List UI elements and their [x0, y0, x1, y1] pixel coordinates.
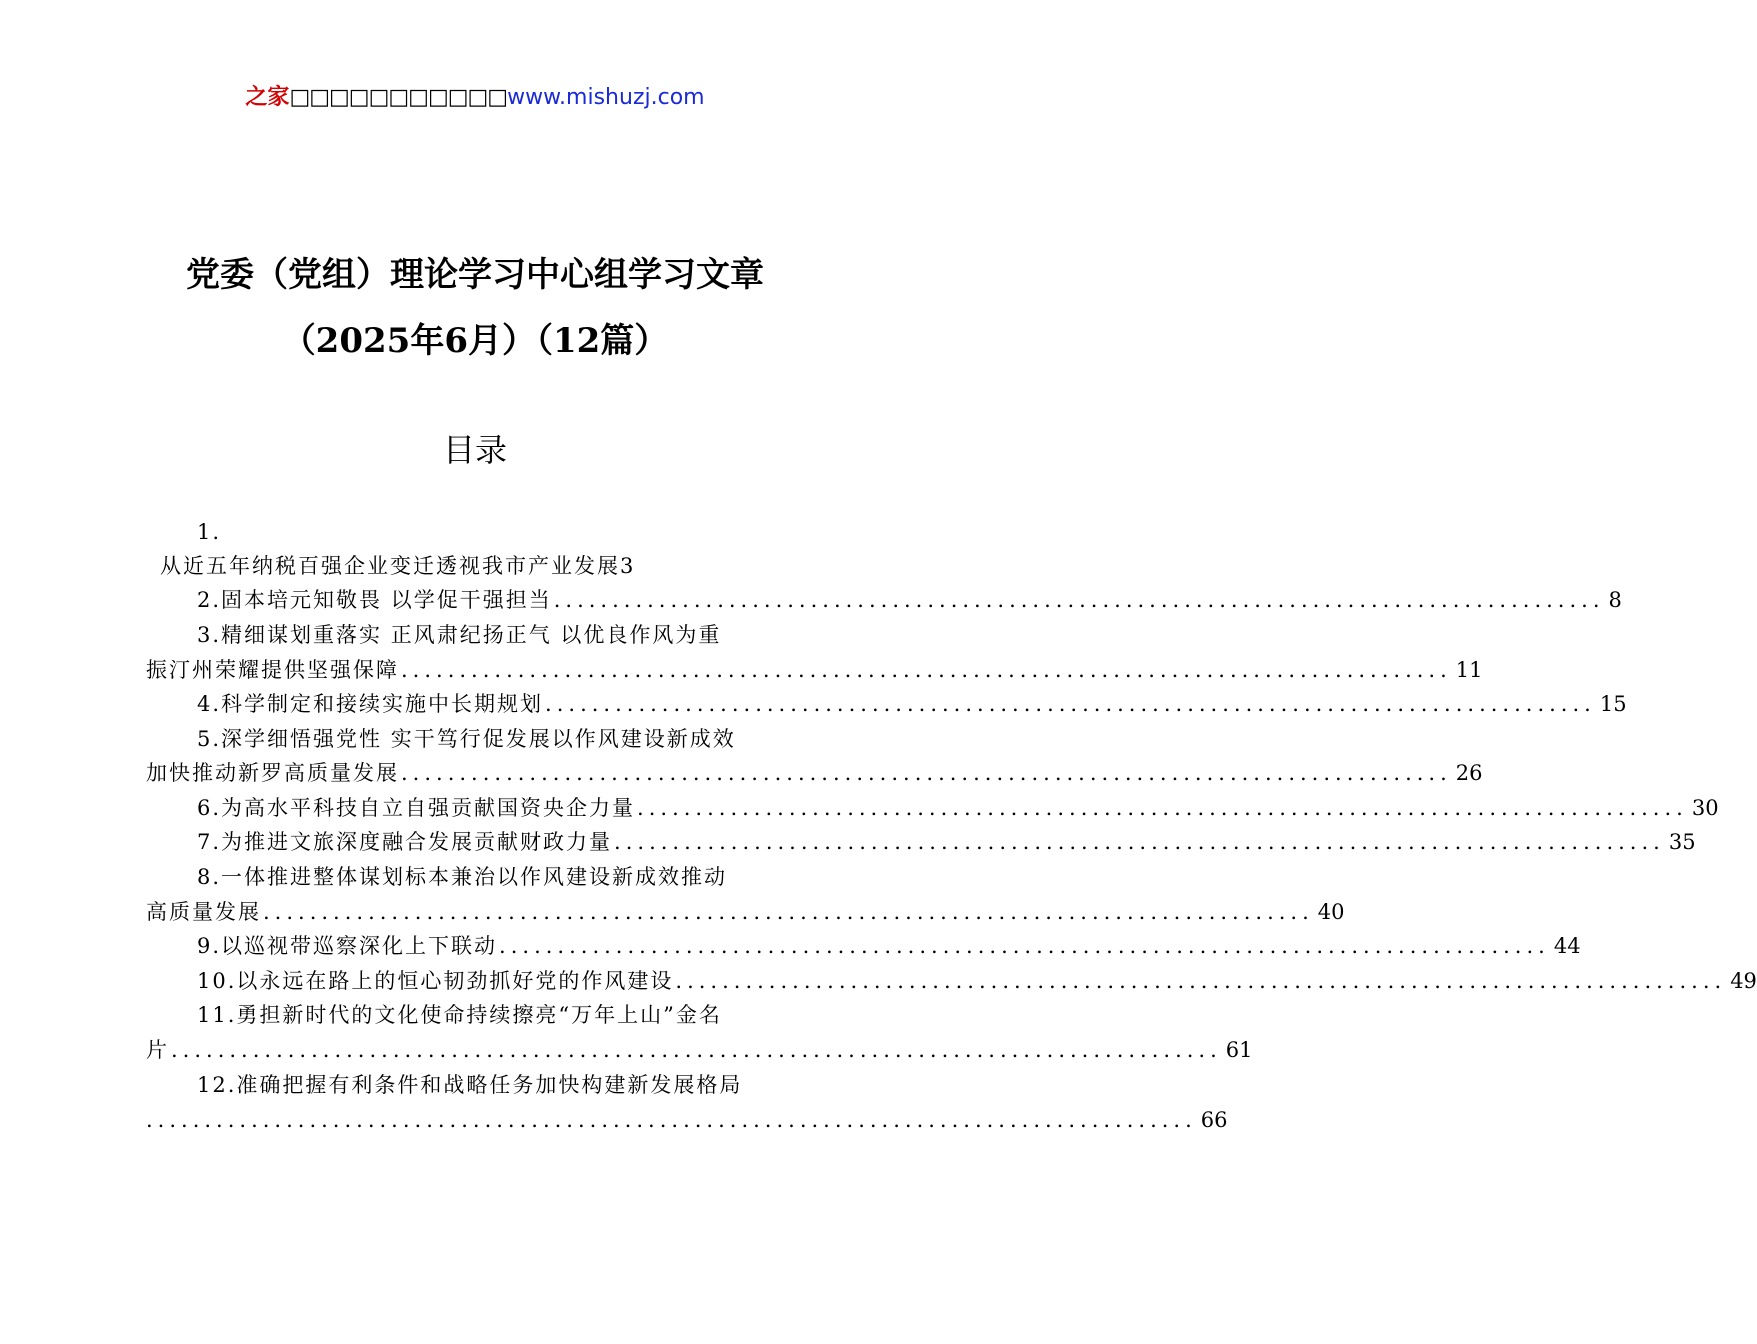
- toc-entry-11-number: 11.: [197, 1003, 237, 1027]
- dot-leader: ..........................................................................................: [171, 1038, 1222, 1062]
- toc-entry-5[interactable]: [197, 724, 736, 754]
- dot-leader: ..........................................................................................: [263, 900, 1314, 924]
- toc-entry-5-number: 5.: [197, 727, 222, 751]
- document-title-line2: （2025年6月）（12篇）: [281, 321, 669, 361]
- toc-entry-8-title: 一体推进整体谋划标本兼治以作风建设新成效推动: [221, 865, 728, 889]
- toc-entry-9-title: 以巡视带巡察深化上下联动: [221, 934, 498, 958]
- dot-leader: ..........................................................................................: [401, 761, 1452, 785]
- toc-entry-11-cont[interactable]: [146, 1035, 1253, 1065]
- dot-leader: ..........................................................................................: [553, 588, 1605, 612]
- toc-entry-7-title: 为推进文旅深度融合发展贡献财政力量: [221, 830, 613, 854]
- document-title-line1: 党委（党组）理论学习中心组学习文章: [186, 255, 764, 295]
- dot-leader: ..........................................................................................: [614, 830, 1665, 854]
- toc-entry-2[interactable]: [197, 585, 1622, 615]
- toc-entry-7-page: 35: [1668, 830, 1696, 854]
- toc-entry-8-cont[interactable]: [146, 897, 1345, 927]
- dot-leader: ..........................................................................................: [499, 934, 1550, 958]
- toc-entry-4-number: 4.: [197, 692, 222, 716]
- toc-entry-12-page: 66: [1200, 1108, 1228, 1132]
- toc-entry-10-number: 10.: [197, 969, 237, 993]
- toc-entry-4-title: 科学制定和接续实施中长期规划: [221, 692, 544, 716]
- toc-entry-2-page: 8: [1608, 588, 1622, 612]
- toc-entry-3[interactable]: [197, 620, 721, 650]
- toc-entry-9-page: 44: [1553, 934, 1581, 958]
- toc-entry-3-cont[interactable]: [146, 655, 1483, 685]
- toc-entry-12-number: 12.: [197, 1073, 237, 1097]
- toc-entry-3-number: 3.: [197, 623, 222, 647]
- toc-entry-12-cont[interactable]: [146, 1105, 1228, 1135]
- toc-entry-5-cont[interactable]: [146, 758, 1483, 788]
- toc-entry-11-title: 勇担新时代的文化使命持续擦亮“万年上山”金名: [236, 1003, 722, 1027]
- toc-entry-7-number: 7.: [197, 830, 222, 854]
- toc-entry-1-number[interactable]: 1.: [197, 520, 222, 544]
- dot-leader: ..........................................................................................: [675, 969, 1727, 993]
- site-url-link[interactable]: www.mishuzj.com: [507, 85, 705, 110]
- toc-entry-9[interactable]: [197, 931, 1581, 961]
- toc-entry-1-title: 从近五年纳税百强企业变迁透视我市产业发展: [160, 554, 620, 578]
- toc-entry-7[interactable]: [197, 827, 1696, 857]
- toc-entry-4-page: 15: [1599, 692, 1627, 716]
- toc-entry-5-title: 深学细悟强党性 实干笃行促发展以作风建设新成效: [221, 727, 736, 751]
- dot-leader: ..........................................................................................: [545, 692, 1596, 716]
- toc-entry-11-title-cont: 片: [146, 1038, 169, 1062]
- toc-entry-1[interactable]: [160, 551, 635, 581]
- toc-entry-10[interactable]: [197, 966, 1757, 996]
- site-brand: 之家: [245, 85, 290, 110]
- toc-entry-11[interactable]: [197, 1000, 722, 1030]
- dot-leader: ..........................................................................................: [146, 1108, 1197, 1132]
- toc-entry-8-title-cont: 高质量发展: [146, 900, 261, 924]
- toc-entry-12[interactable]: [197, 1070, 742, 1100]
- toc-entry-1-page: 3: [620, 554, 636, 578]
- toc-entry-9-number: 9.: [197, 934, 222, 958]
- header-placeholder-glyphs: □□□□□□□□□□□: [289, 85, 508, 110]
- toc-entry-3-title-cont: 振汀州荣耀提供坚强保障: [146, 658, 399, 682]
- dot-leader: ..........................................................................................: [637, 796, 1688, 820]
- toc-entry-5-page: 26: [1455, 761, 1483, 785]
- toc-entry-11-page: 61: [1225, 1038, 1253, 1062]
- toc-entry-2-number: 2.: [197, 588, 222, 612]
- toc-entry-3-page: 11: [1455, 658, 1483, 682]
- toc-entry-10-page: 49: [1730, 969, 1757, 993]
- toc-entry-2-title: 固本培元知敬畏 以学促干强担当: [221, 588, 552, 612]
- dot-leader: ..........................................................................................: [401, 658, 1452, 682]
- toc-heading: 目录: [442, 431, 507, 469]
- toc-entry-4[interactable]: [197, 689, 1627, 719]
- toc-entry-6-number: 6.: [197, 796, 222, 820]
- toc-entry-8-page: 40: [1317, 900, 1345, 924]
- toc-entry-8[interactable]: [197, 862, 727, 892]
- toc-entry-6[interactable]: [197, 793, 1719, 823]
- toc-entry-3-title: 精细谋划重落实 正风肃纪扬正气 以优良作风为重: [221, 623, 722, 647]
- toc-entry-8-number: 8.: [197, 865, 222, 889]
- toc-entry-6-page: 30: [1691, 796, 1719, 820]
- toc-entry-6-title: 为高水平科技自立自强贡献国资央企力量: [221, 796, 636, 820]
- toc-entry-5-title-cont: 加快推动新罗高质量发展: [146, 761, 399, 785]
- toc-entry-10-title: 以永远在路上的恒心韧劲抓好党的作风建设: [236, 969, 674, 993]
- toc-entry-12-title: 准确把握有利条件和战略任务加快构建新发展格局: [236, 1073, 743, 1097]
